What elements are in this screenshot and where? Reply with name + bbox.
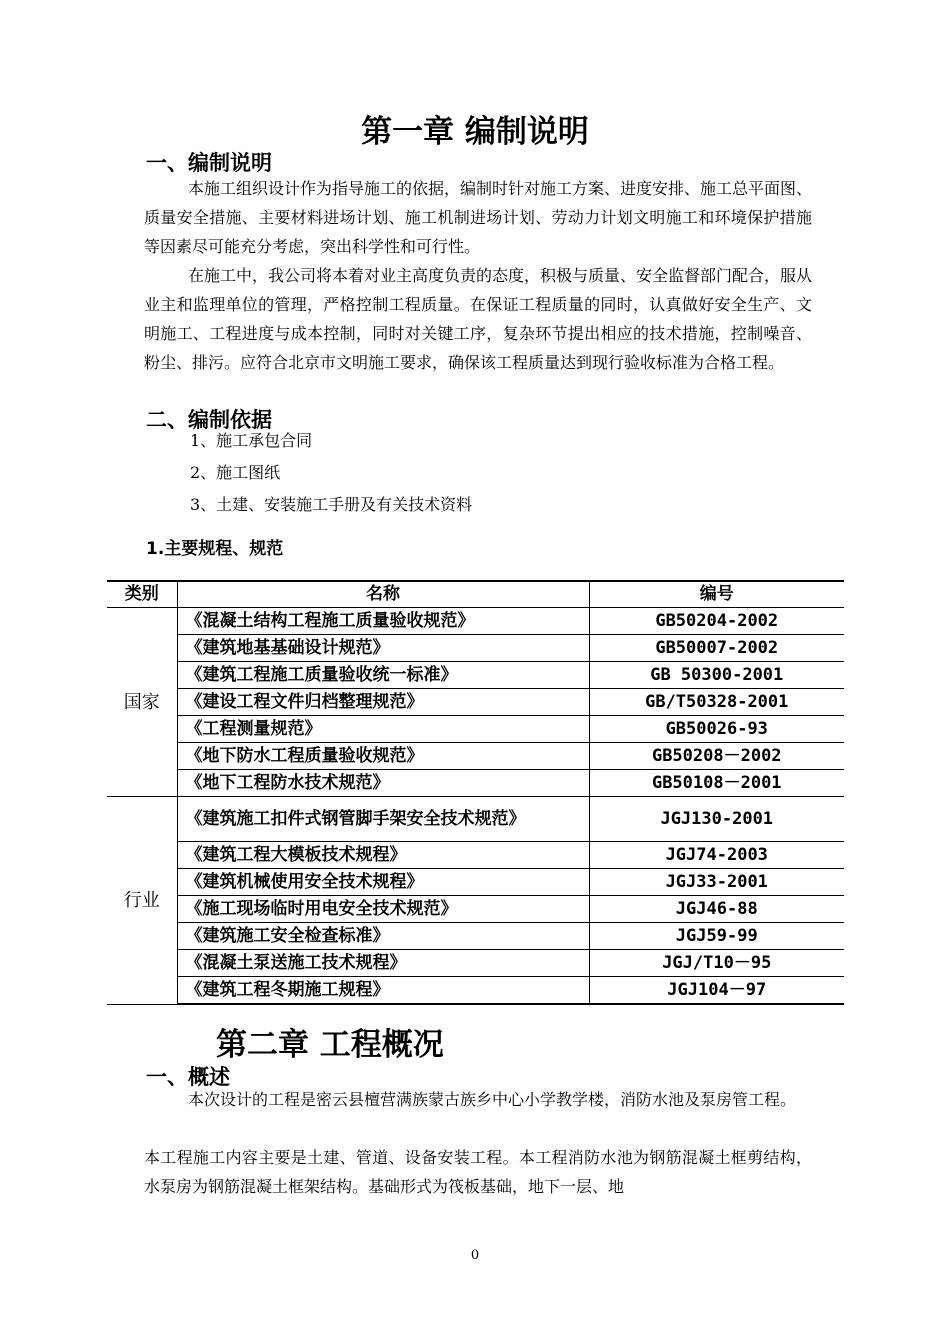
spec-code: JGJ59-99 (589, 923, 844, 950)
category-national: 国家 (107, 608, 177, 797)
header-code: 编号 (589, 581, 844, 608)
spec-name: 《建筑地基基础设计规范》 (177, 635, 589, 662)
table-row (107, 923, 844, 950)
header-name: 名称 (177, 581, 589, 608)
spec-code: GB/T50328-2001 (589, 689, 844, 716)
table-row (107, 842, 844, 869)
table-row (107, 635, 844, 662)
spec-code: GB50204-2002 (589, 608, 844, 635)
table-row (107, 716, 844, 743)
spec-name: 《工程测量规范》 (177, 716, 589, 743)
table-row (107, 896, 844, 923)
section1-heading: 一、编制说明 (146, 151, 272, 175)
spec-name: 《建筑施工扣件式钢管脚手架安全技术规范》 (177, 797, 589, 842)
spec-name: 《建设工程文件归档整理规范》 (177, 689, 589, 716)
spec-code: GB 50300-2001 (589, 662, 844, 689)
spec-code: JGJ33-2001 (589, 869, 844, 896)
category-industry: 行业 (107, 797, 177, 1005)
spec-name: 《建筑工程大模板技术规程》 (177, 842, 589, 869)
spec-code: GB50108－2001 (589, 770, 844, 797)
table-row (107, 869, 844, 896)
spec-name: 《建筑施工安全检查标准》 (177, 923, 589, 950)
spec-code: GB50026-93 (589, 716, 844, 743)
table-row (107, 608, 844, 635)
table-row (107, 950, 844, 977)
chapter1-title: 第一章 编制说明 (361, 114, 589, 150)
spec-code: JGJ130-2001 (589, 797, 844, 842)
spec-name: 《混凝土泵送施工技术规程》 (177, 950, 589, 977)
basis-item-2: 2、施工图纸 (190, 463, 281, 482)
table-row (107, 662, 844, 689)
spec-name: 《施工现场临时用电安全技术规范》 (177, 896, 589, 923)
spec-name: 《混凝土结构工程施工质量验收规范》 (177, 608, 589, 635)
spec-name: 《地下防水工程质量验收规范》 (177, 743, 589, 770)
spec-code: JGJ46-88 (589, 896, 844, 923)
page-number: 0 (470, 1248, 480, 1263)
table-row (107, 743, 844, 770)
section1-paragraph-2: 在施工中，我公司将本着对业主高度负责的态度，积极与质量、安全监督部门配合，服从业主和监理单位的管理，严格控制工程质量。在保证工程质量的同时，认真做好安全生产、文明施工、工程进度与成本控制，同时对关键工序，复杂环节提出相应的技术措施，控制噪音、粉尘、排污。应符合北京市文明施工要求，确保该工程质量达到现行验收标准为合格工程。 (144, 266, 813, 372)
spec-code: JGJ104－97 (589, 977, 844, 1005)
table-row (107, 797, 844, 842)
basis-item-1: 1、施工承包合同 (190, 431, 313, 450)
spec-name: 《地下工程防水技术规范》 (177, 770, 589, 797)
spec-name: 《建筑工程施工质量验收统一标准》 (177, 662, 589, 689)
spec-name: 《建筑机械使用安全技术规程》 (177, 869, 589, 896)
table-header-row (107, 581, 844, 608)
spec-table (107, 580, 844, 1005)
spec-code: JGJ/T10－95 (589, 950, 844, 977)
chapter2-title: 第二章 工程概况 (216, 1027, 444, 1063)
overview-paragraph-2: 本工程施工内容主要是土建、管道、设备安装工程。本工程消防水池为钢筋混凝土框剪结构，水泵房为钢筋混凝土框架结构。基础形式为筏板基础，地下一层、地 (144, 1148, 812, 1196)
basis-item-3: 3、土建、安装施工手册及有关技术资料 (190, 495, 473, 514)
spec-code: JGJ74-2003 (589, 842, 844, 869)
section2-heading: 二、编制依据 (146, 408, 272, 432)
header-category: 类别 (107, 581, 177, 608)
overview-paragraph-1: 本次设计的工程是密云县檀营满族蒙古族乡中心小学教学楼，消防水池及泵房管工程。 (188, 1090, 797, 1109)
table-row (107, 977, 844, 1005)
section1-paragraph-1: 本施工组织设计作为指导施工的依据，编制时针对施工方案、进度安排、施工总平面图、质量安全措施、主要材料进场计划、施工机制进场计划、劳动力计划文明施工和环境保护措施等因素尽可能充分考虑，突出科学性和可行性。 (144, 179, 813, 256)
table-row (107, 770, 844, 797)
spec-name: 《建筑工程冬期施工规程》 (177, 977, 589, 1005)
spec-code: GB50208－2002 (589, 743, 844, 770)
spec-subheading: 1.主要规程、规范 (146, 539, 284, 559)
spec-code: GB50007-2002 (589, 635, 844, 662)
table-row (107, 689, 844, 716)
overview-heading: 一、概述 (146, 1065, 230, 1089)
